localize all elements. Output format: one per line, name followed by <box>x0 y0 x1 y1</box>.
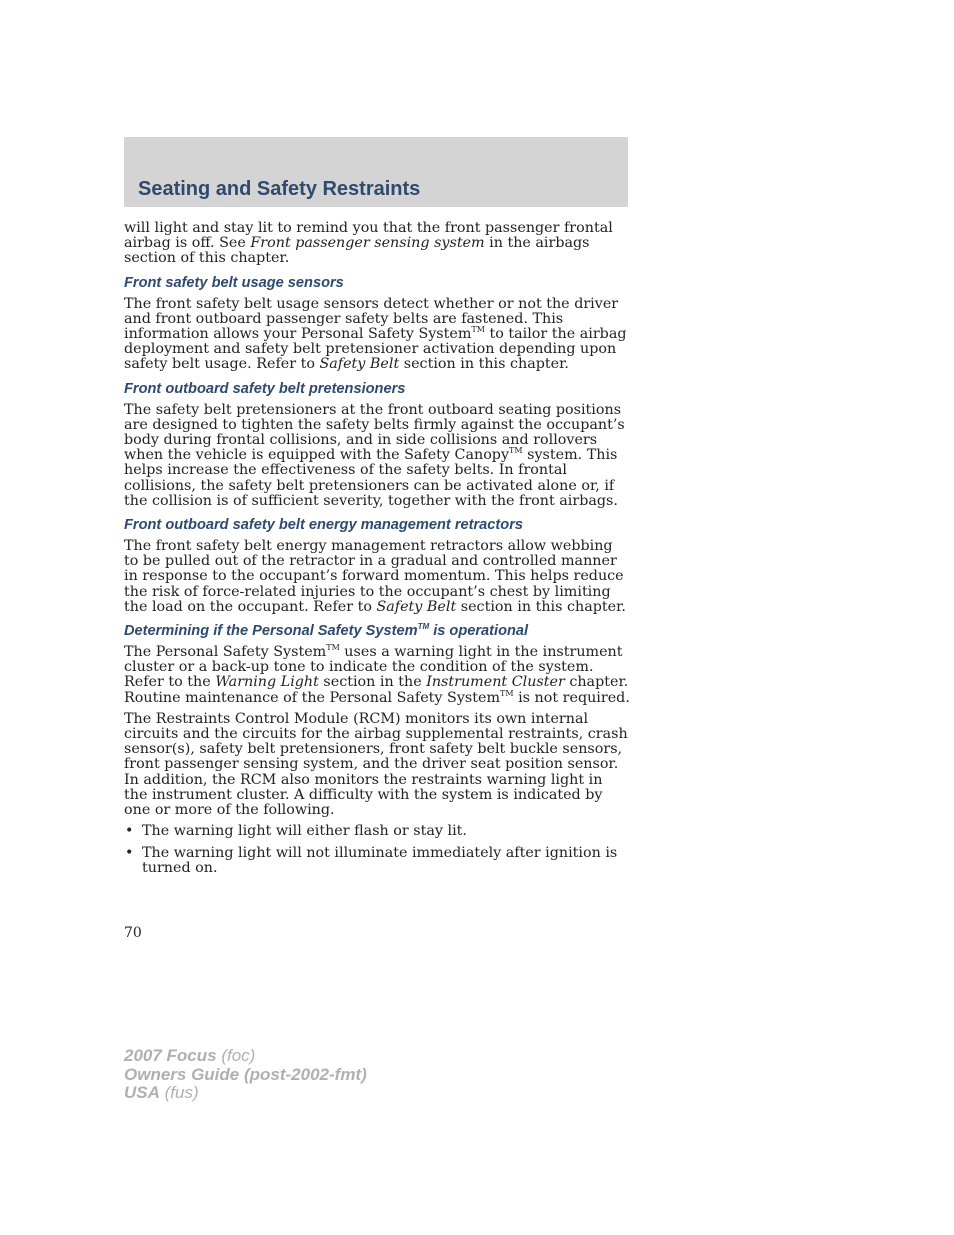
footer-market: USA <box>124 1083 160 1102</box>
footer-line-2 <box>124 1066 367 1085</box>
usage-sensors-text-2: to tailor the airbag deployment and safety belt pretensioner activation depending upon safety belt usage. Refer to <box>124 326 627 373</box>
pretensioners-text: The safety belt pretensioners at the front outboard seating positions are designed to tighten the safety belts firmly against the occupant’s body during frontal collisions, and in side collisions and rollovers when the vehicle is equipped with the Safety Canopy <box>124 401 625 464</box>
list-item-text: The warning light will not illuminate immediately after ignition is turned on. <box>142 844 618 876</box>
warning-light-reference: Warning Light <box>215 674 319 691</box>
trademark-mark: TM <box>471 325 485 335</box>
heading-operational-text-2: is operational <box>429 623 529 640</box>
usage-sensors-text-3: section in this chapter. <box>399 356 569 373</box>
retractors-text-2: section in this chapter. <box>456 598 626 615</box>
list-item <box>124 824 630 839</box>
footer-model: 2007 Focus <box>124 1046 217 1065</box>
operational-text-3: section in the <box>318 674 427 691</box>
heading-operational-text: Determining if the Personal Safety System <box>124 623 418 640</box>
page-title: Seating and Safety Restraints <box>138 178 421 200</box>
heading-retractors: Front outboard safety belt energy management retractors <box>124 517 523 534</box>
intro-text: will light and stay lit to remind you that the front passenger frontal airbag is off. See <box>124 220 613 252</box>
intro-text-end: in the airbags section of this chapter. <box>124 235 590 267</box>
trademark-mark: TM <box>417 622 430 632</box>
bullet-icon: • <box>125 844 134 861</box>
usage-sensors-text: The front safety belt usage sensors detect whether or not the driver and front outboard passenger safety belts are fastened. This information allows your Personal Safety System <box>124 295 619 343</box>
operational-text-4: chapter. Routine maintenance of the Personal Safety System <box>124 674 629 706</box>
operational-text-2: uses a warning light in the instrument cluster or a back-up tone to indicate the condition of the system. Refer to the <box>124 644 623 691</box>
intro-reference: Front passenger sensing system <box>250 235 485 252</box>
trademark-mark: TM <box>509 446 523 456</box>
bullet-icon: • <box>125 823 134 840</box>
page-number: 70 <box>124 925 142 941</box>
operational-text-5: is not required. <box>513 689 630 706</box>
list-item <box>124 846 630 876</box>
retractors-reference: Safety Belt <box>376 598 457 615</box>
usage-sensors-paragraph <box>124 297 630 373</box>
operational-paragraph-1 <box>124 645 630 706</box>
retractors-paragraph <box>124 539 630 615</box>
pretensioners-paragraph <box>124 403 630 509</box>
footer-guide: Owners Guide (post-2002-fmt) <box>124 1064 367 1084</box>
bullet-list <box>124 824 630 876</box>
trademark-mark: TM <box>326 643 340 653</box>
heading-operational <box>124 623 630 639</box>
footer-market-code: (fus) <box>159 1083 199 1102</box>
intro-paragraph <box>124 221 630 267</box>
footer-line-3 <box>124 1084 367 1103</box>
document-footer <box>124 1047 367 1103</box>
instrument-cluster-reference: Instrument Cluster <box>426 674 565 691</box>
heading-usage-sensors: Front safety belt usage sensors <box>124 274 344 291</box>
list-item-text: The warning light will either flash or stay lit. <box>142 823 467 840</box>
operational-text: The Personal Safety System <box>124 644 327 661</box>
operational-paragraph-2: The Restraints Control Module (RCM) monitors its own internal circuits and the circuits for the airbag supplemental restraints, crash sensor(s), safety belt pretensioners, front safety belt buckle sensors, front passenger sensing system, and the driver seat position sensor. In addition, the RCM also monitors the restraints warning light in the instrument cluster. A difficulty with the system is indicated by one or more of the following. <box>124 710 628 819</box>
pretensioners-text-2: system. This helps increase the effectiveness of the safety belts. In frontal collisions, the safety belt pretensioners can be activated alone or, if the collision is of sufficient severity, together with the front airbags. <box>124 447 618 509</box>
heading-pretensioners: Front outboard safety belt pretensioners <box>124 380 406 397</box>
trademark-mark: TM <box>500 688 514 698</box>
retractors-text: The front safety belt energy management retractors allow webbing to be pulled out of the retractor in a gradual and controlled manner in response to the occupant’s forward momentum. This helps reduce the risk of force-related injuries to the occupant’s chest by limiting the load on the occupant. Refer to <box>124 538 624 615</box>
section-header-bar <box>124 137 628 207</box>
page-content <box>124 221 630 882</box>
usage-sensors-reference: Safety Belt <box>319 356 400 373</box>
footer-model-code: (foc) <box>216 1046 256 1065</box>
footer-line-1 <box>124 1047 367 1066</box>
